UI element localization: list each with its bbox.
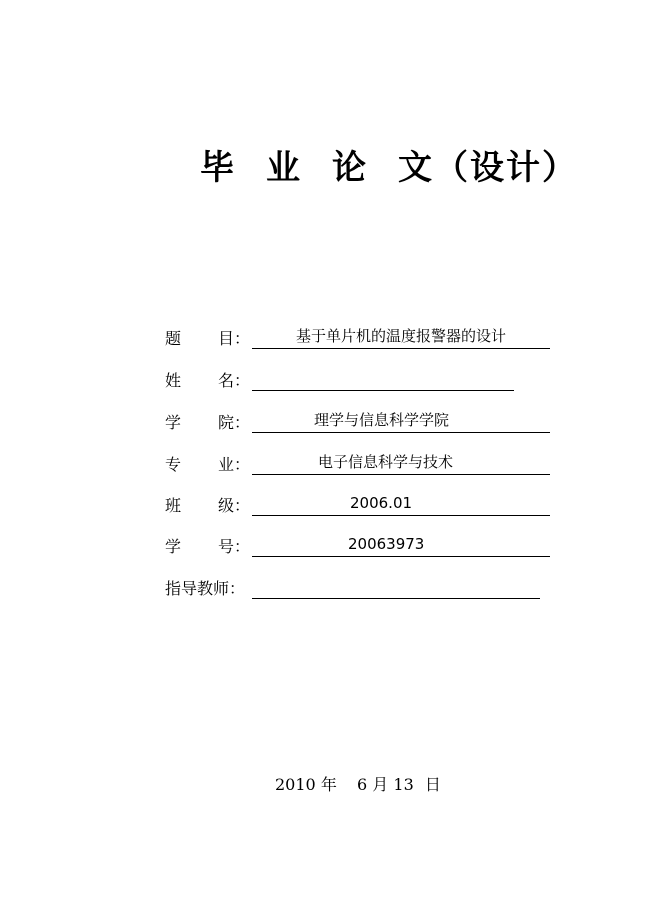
- title-char-2: 业: [266, 148, 302, 188]
- date-day: 13: [393, 775, 414, 794]
- title-char-4: 文: [398, 148, 434, 188]
- date-month: 6: [357, 775, 368, 794]
- submission-date: [275, 772, 441, 795]
- field-value-class: 2006.01: [252, 493, 550, 516]
- thesis-cover-page: 毕 业 论 文（设计） 题 目： 基于单片机的温度报警器的设计 姓 名： 学 院： 理学与信息科学学院 专 业： 电子信息科学与技术 班 级： 2006.01 学 号： 20063973 指导教师： 2010 年 6 月 13 日: [0, 0, 650, 920]
- field-value-major: 电子信息科学与技术: [252, 452, 550, 475]
- date-day-unit: 日: [424, 775, 441, 794]
- field-value-advisor: [252, 576, 540, 599]
- field-value-topic: 基于单片机的温度报警器的设计: [252, 326, 550, 349]
- cover-title: [200, 140, 600, 189]
- field-value-college: 理学与信息科学学院: [252, 410, 550, 433]
- title-suffix: （设计）: [434, 148, 578, 188]
- field-value-name: [252, 368, 514, 391]
- date-month-unit: 月: [372, 775, 389, 794]
- date-year: 2010: [275, 775, 316, 794]
- title-char-1: 毕: [200, 148, 236, 188]
- date-year-unit: 年: [320, 775, 337, 794]
- title-char-3: 论: [332, 148, 368, 188]
- field-value-student-id: 20063973: [252, 534, 550, 557]
